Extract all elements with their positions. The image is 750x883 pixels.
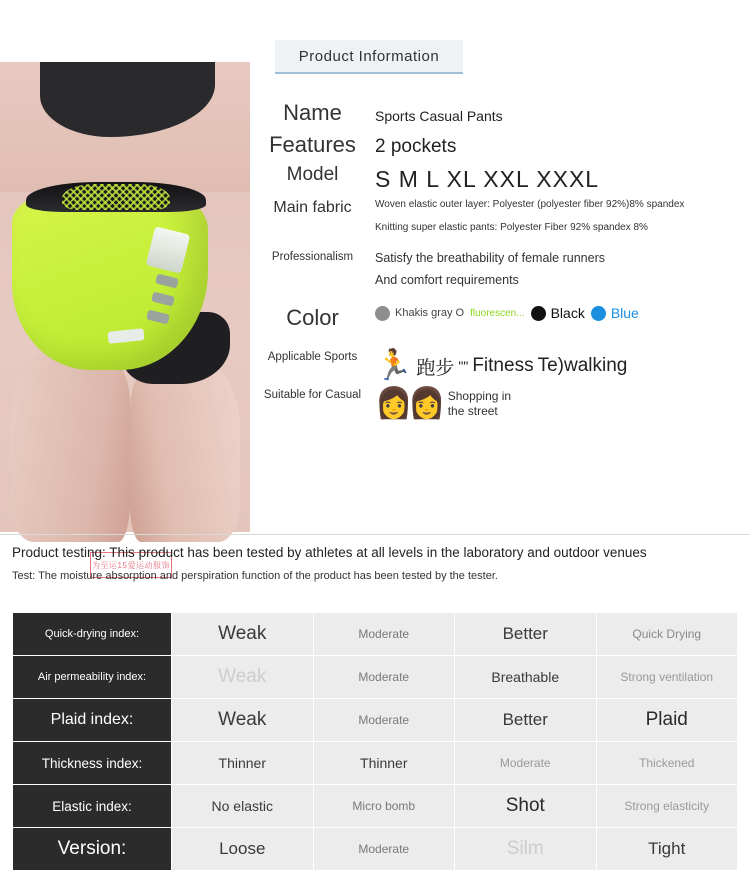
- runner-icon: 🏃: [375, 349, 413, 382]
- spec-row-name: [250, 100, 750, 126]
- row-label-version: Version:: [13, 828, 172, 871]
- cell-elastic-3: Shot: [455, 785, 597, 828]
- fabric-line-1: Woven elastic outer layer: Polyester (polyester fiber 92%)8% spandex: [375, 199, 685, 210]
- cell-quick-drying-1: Weak: [172, 613, 314, 656]
- product-photo: [0, 62, 250, 570]
- color-option-black[interactable]: [531, 305, 585, 321]
- row-label-elastic: Elastic index:: [13, 785, 172, 828]
- spec-value-name: Sports Casual Pants: [375, 108, 503, 124]
- spec-label-name: Name: [283, 100, 342, 125]
- professionalism-line-1: Satisfy the breathability of female runners: [375, 251, 605, 265]
- spec-row-fabric: [250, 199, 750, 245]
- cell-plaid-3: Better: [455, 699, 597, 742]
- row-label-quick-drying: Quick-drying index:: [13, 613, 172, 656]
- cell-thickness-4: Thickened: [596, 742, 738, 785]
- spec-value-applicable-sports: [375, 351, 750, 381]
- shoppers-icon: 👩👩: [375, 387, 442, 420]
- index-rating-table: [12, 612, 738, 871]
- sports-item-fitness: Fitness: [472, 355, 534, 376]
- cell-plaid-4: Plaid: [596, 699, 738, 742]
- cell-version-1: Loose: [172, 828, 314, 871]
- mesh-pocket: [62, 184, 170, 210]
- cell-thickness-3: Moderate: [455, 742, 597, 785]
- color-option-fluorescent[interactable]: [470, 308, 524, 319]
- color-option-khakis-gray[interactable]: [375, 306, 464, 321]
- table-row: [13, 828, 738, 871]
- table-row: [13, 742, 738, 785]
- cell-air-permeability-2: Moderate: [313, 656, 455, 699]
- color-dot-black: [531, 306, 546, 321]
- table-row: [13, 656, 738, 699]
- spec-value-color: [375, 305, 750, 321]
- spec-row-professionalism: [250, 251, 750, 295]
- spec-row-model: [250, 164, 750, 193]
- spec-row-suitable-casual: [250, 389, 750, 419]
- color-label-black: Black: [550, 305, 585, 321]
- table-row: [13, 613, 738, 656]
- cell-version-3: Silm: [455, 828, 597, 871]
- cell-plaid-2: Moderate: [313, 699, 455, 742]
- spec-value-model: S M L XL XXL XXXL: [375, 166, 600, 192]
- sports-item-running: 跑步: [416, 357, 455, 379]
- spec-label-suitable-casual: Suitable for Casual: [263, 389, 362, 401]
- color-label-blue: Blue: [610, 305, 639, 321]
- casual-label-shopping: Shopping in the street: [447, 389, 512, 418]
- cell-elastic-1: No elastic: [172, 785, 314, 828]
- cell-thickness-2: Thinner: [313, 742, 455, 785]
- spec-label-model: Model: [286, 164, 339, 185]
- cell-version-4: Tight: [596, 828, 738, 871]
- cell-elastic-4: Strong elasticity: [596, 785, 738, 828]
- color-option-blue[interactable]: [591, 305, 639, 321]
- spec-label-fabric: Main fabric: [273, 199, 352, 216]
- cell-version-2: Moderate: [313, 828, 455, 871]
- spec-row-features: [250, 132, 750, 158]
- table-row: [13, 785, 738, 828]
- color-label-khakis-gray: Khakis gray O: [395, 307, 465, 319]
- spec-row-applicable-sports: [250, 351, 750, 381]
- product-information-title: Product Information: [298, 47, 440, 65]
- cell-plaid-1: Weak: [172, 699, 314, 742]
- product-testing-band: [0, 534, 750, 582]
- spec-value-professionalism: [375, 251, 750, 295]
- specification-table: [250, 100, 750, 425]
- row-label-thickness: Thickness index:: [13, 742, 172, 785]
- cell-air-permeability-4: Strong ventilation: [596, 656, 738, 699]
- color-swatch-list: [375, 305, 750, 321]
- spec-label-professionalism: Professionalism: [271, 251, 354, 263]
- color-label-fluorescent: fluorescen...: [470, 307, 525, 319]
- sports-item-walking: Te)walking: [537, 355, 628, 376]
- cell-air-permeability-3: Breathable: [455, 656, 597, 699]
- table-row: [13, 699, 738, 742]
- cell-air-permeability-1: Weak: [172, 656, 314, 699]
- spec-row-color: [250, 305, 750, 331]
- spec-label-color: Color: [286, 305, 339, 330]
- color-dot-blue: [591, 306, 606, 321]
- cell-thickness-1: Thinner: [172, 742, 314, 785]
- product-information-header: [275, 40, 463, 74]
- row-label-plaid: Plaid index:: [13, 699, 172, 742]
- cell-quick-drying-2: Moderate: [313, 613, 455, 656]
- spec-value-features: 2 pockets: [375, 136, 457, 157]
- photo-watermark: 为至运15爱运动服饰: [90, 552, 172, 578]
- sports-separator: "": [458, 358, 469, 374]
- cell-elastic-2: Micro bomb: [313, 785, 455, 828]
- spec-label-applicable-sports: Applicable Sports: [267, 351, 358, 363]
- product-testing-title: Product testing: This product has been tested by athletes at all levels in the laboratory and outdoor venues: [12, 545, 647, 560]
- spec-value-fabric: [375, 199, 750, 245]
- product-testing-subtitle: Test: The moisture absorption and perspiration function of the product has been tested by the tester.: [12, 570, 498, 582]
- color-dot-khakis-gray: [375, 306, 390, 321]
- fabric-line-2: Knitting super elastic pants: Polyester Fiber 92% spandex 8%: [375, 222, 648, 233]
- spec-value-suitable-casual: [375, 389, 750, 419]
- professionalism-line-2: And comfort requirements: [375, 273, 519, 287]
- cell-quick-drying-4: Quick Drying: [596, 613, 738, 656]
- spec-label-features: Features: [269, 132, 356, 157]
- model-leg-left: [10, 342, 130, 542]
- cell-quick-drying-3: Better: [455, 613, 597, 656]
- row-label-air-permeability: Air permeability index:: [13, 656, 172, 699]
